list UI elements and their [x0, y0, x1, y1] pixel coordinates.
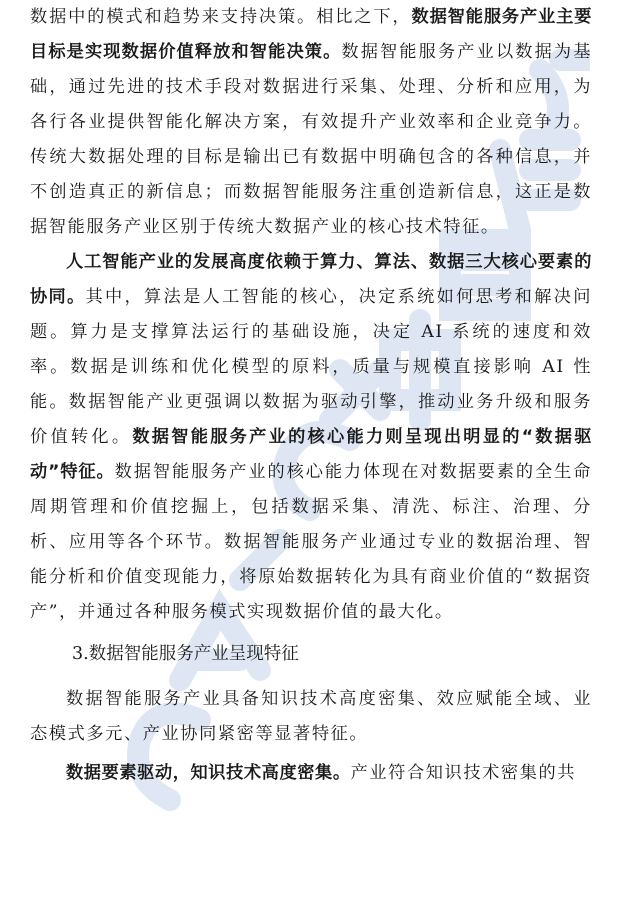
- paragraph-data-driven: [30, 756, 592, 791]
- bold-key-statement: 数据智能服务产业主要目标是实现数据价值释放和智能决策。: [30, 7, 592, 62]
- document-body: [30, 0, 592, 791]
- paragraph-ai-core-elements: [30, 245, 592, 630]
- section-heading: 3.数据智能服务产业呈现特征: [72, 644, 299, 664]
- paragraph-body-text: 数据智能服务产业的核心能力体现在对数据要素的全生命周期管理和价值挖掘上，包括数据采集、清洗、标注、治理、分析、应用等各个环节。数据智能服务产业通过专业的数据治理、智能分析和价值变现能力，将原始数据转化为具有商业价值的“数据资产”，并通过各种服务模式实现数据价值的最大化。: [30, 462, 593, 622]
- paragraph-body-text: 其中，算法是人工智能的核心，决定系统如何思考和解决问题。算力是支撑算法运行的基础设施，决定 AI 系统的速度和效率。数据是训练和优化模型的原料，质量与规模直接影响 AI 性能。数据智能产业更强调以数据为驱动引擎，推动业务升级和服务价值转化。: [30, 287, 592, 447]
- paragraph-data-intelligence-goal: [30, 0, 592, 245]
- paragraph-body-text: 产业符合知识技术密集的共: [350, 763, 577, 783]
- bold-key-statement: 数据智能服务产业的核心能力则呈现出明显的“数据驱动”特征。: [30, 427, 592, 482]
- bold-key-statement: 数据要素驱动，知识技术高度密集。: [66, 763, 351, 783]
- bold-key-statement: 人工智能产业的发展高度依赖于算力、算法、数据三大核心要素的协同。: [30, 252, 592, 307]
- paragraph-body-text: 数据智能服务产业以数据为基础，通过先进的技术手段对数据进行采集、处理、分析和应用，为各行各业提供智能化解决方案，有效提升产业效率和企业竞争力。传统大数据处理的目标是输出已有数据中明确包含的各种信息，并不创造真正的新信息；而数据智能服务注重创造新信息，这正是数据智能服务产业区别于传统大数据产业的核心技术特征。: [30, 42, 593, 237]
- paragraph-lead-text: 数据中的模式和趋势来支持决策。相比之下，: [30, 7, 412, 27]
- paragraph-industry-features: 数据智能服务产业具备知识技术高度密集、效应赋能全域、业态模式多元、产业协同紧密等显著特征。: [30, 689, 592, 744]
